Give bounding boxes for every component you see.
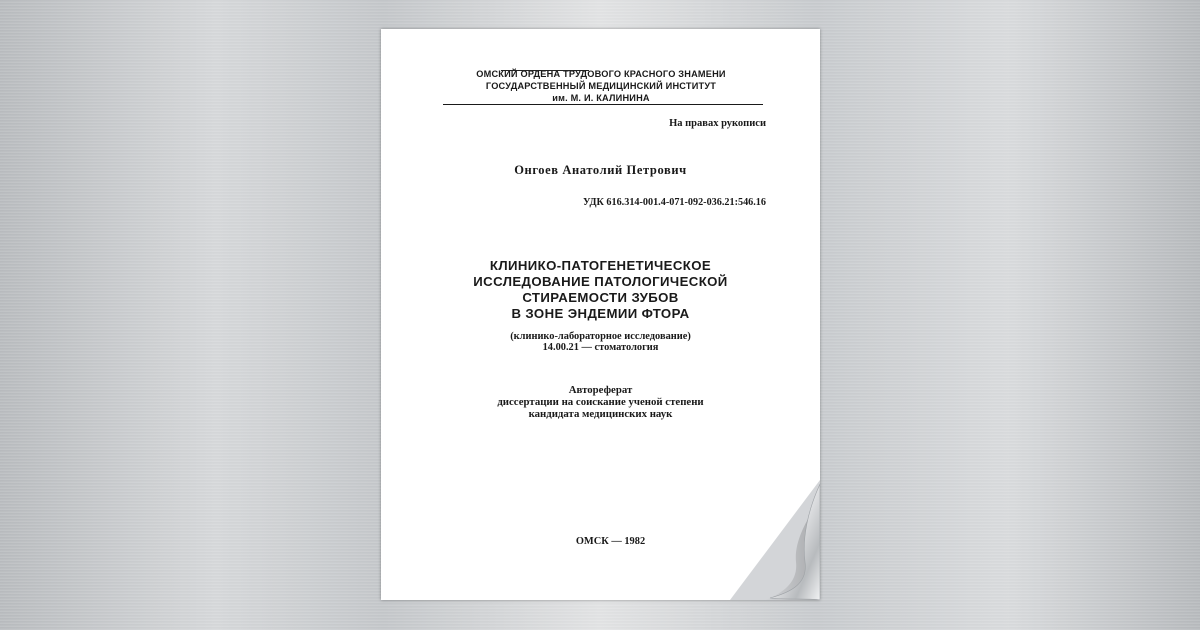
title-line-3: СТИРАЕМОСТИ ЗУБОВ: [522, 290, 679, 305]
document-page: [381, 29, 820, 600]
title-line-2: ИССЛЕДОВАНИЕ ПАТОЛОГИЧЕСКОЙ: [473, 274, 728, 289]
abstract-line-1: Автореферат: [568, 384, 633, 396]
institution-line-1: ОМСКИЙ ОРДЕНА ТРУДОВОГО КРАСНОГО ЗНАМЕНИ: [476, 69, 726, 79]
page-curl-icon: [730, 480, 820, 600]
institution-line-2: ГОСУДАРСТВЕННЫЙ МЕДИЦИНСКИЙ ИНСТИТУТ: [485, 81, 717, 91]
udk-code: УДК 616.314-001.4-071-092-036.21:546.16: [583, 197, 766, 208]
author-name: Онгоев Анатолий Петрович: [514, 163, 687, 177]
strikethrough-mark: [501, 70, 589, 71]
city-year: ОМСК — 1982: [575, 536, 646, 547]
title-line-1: КЛИНИКО-ПАТОГЕНЕТИЧЕСКОЕ: [489, 258, 712, 273]
abstract-line-3: кандидата медицинских наук: [528, 408, 673, 420]
subtitle-line-1: (клинико-лабораторное исследование): [510, 331, 691, 342]
rights-note: На правах рукописи: [669, 118, 766, 129]
header-rule: [443, 104, 763, 105]
institution-line-3: им. М. И. КАЛИНИНА: [552, 93, 650, 103]
subtitle-line-2: 14.00.21 — стоматология: [542, 342, 659, 353]
abstract-line-2: диссертации на соискание ученой степени: [497, 396, 704, 408]
title-line-4: В ЗОНЕ ЭНДЕМИИ ФТОРА: [511, 306, 690, 321]
